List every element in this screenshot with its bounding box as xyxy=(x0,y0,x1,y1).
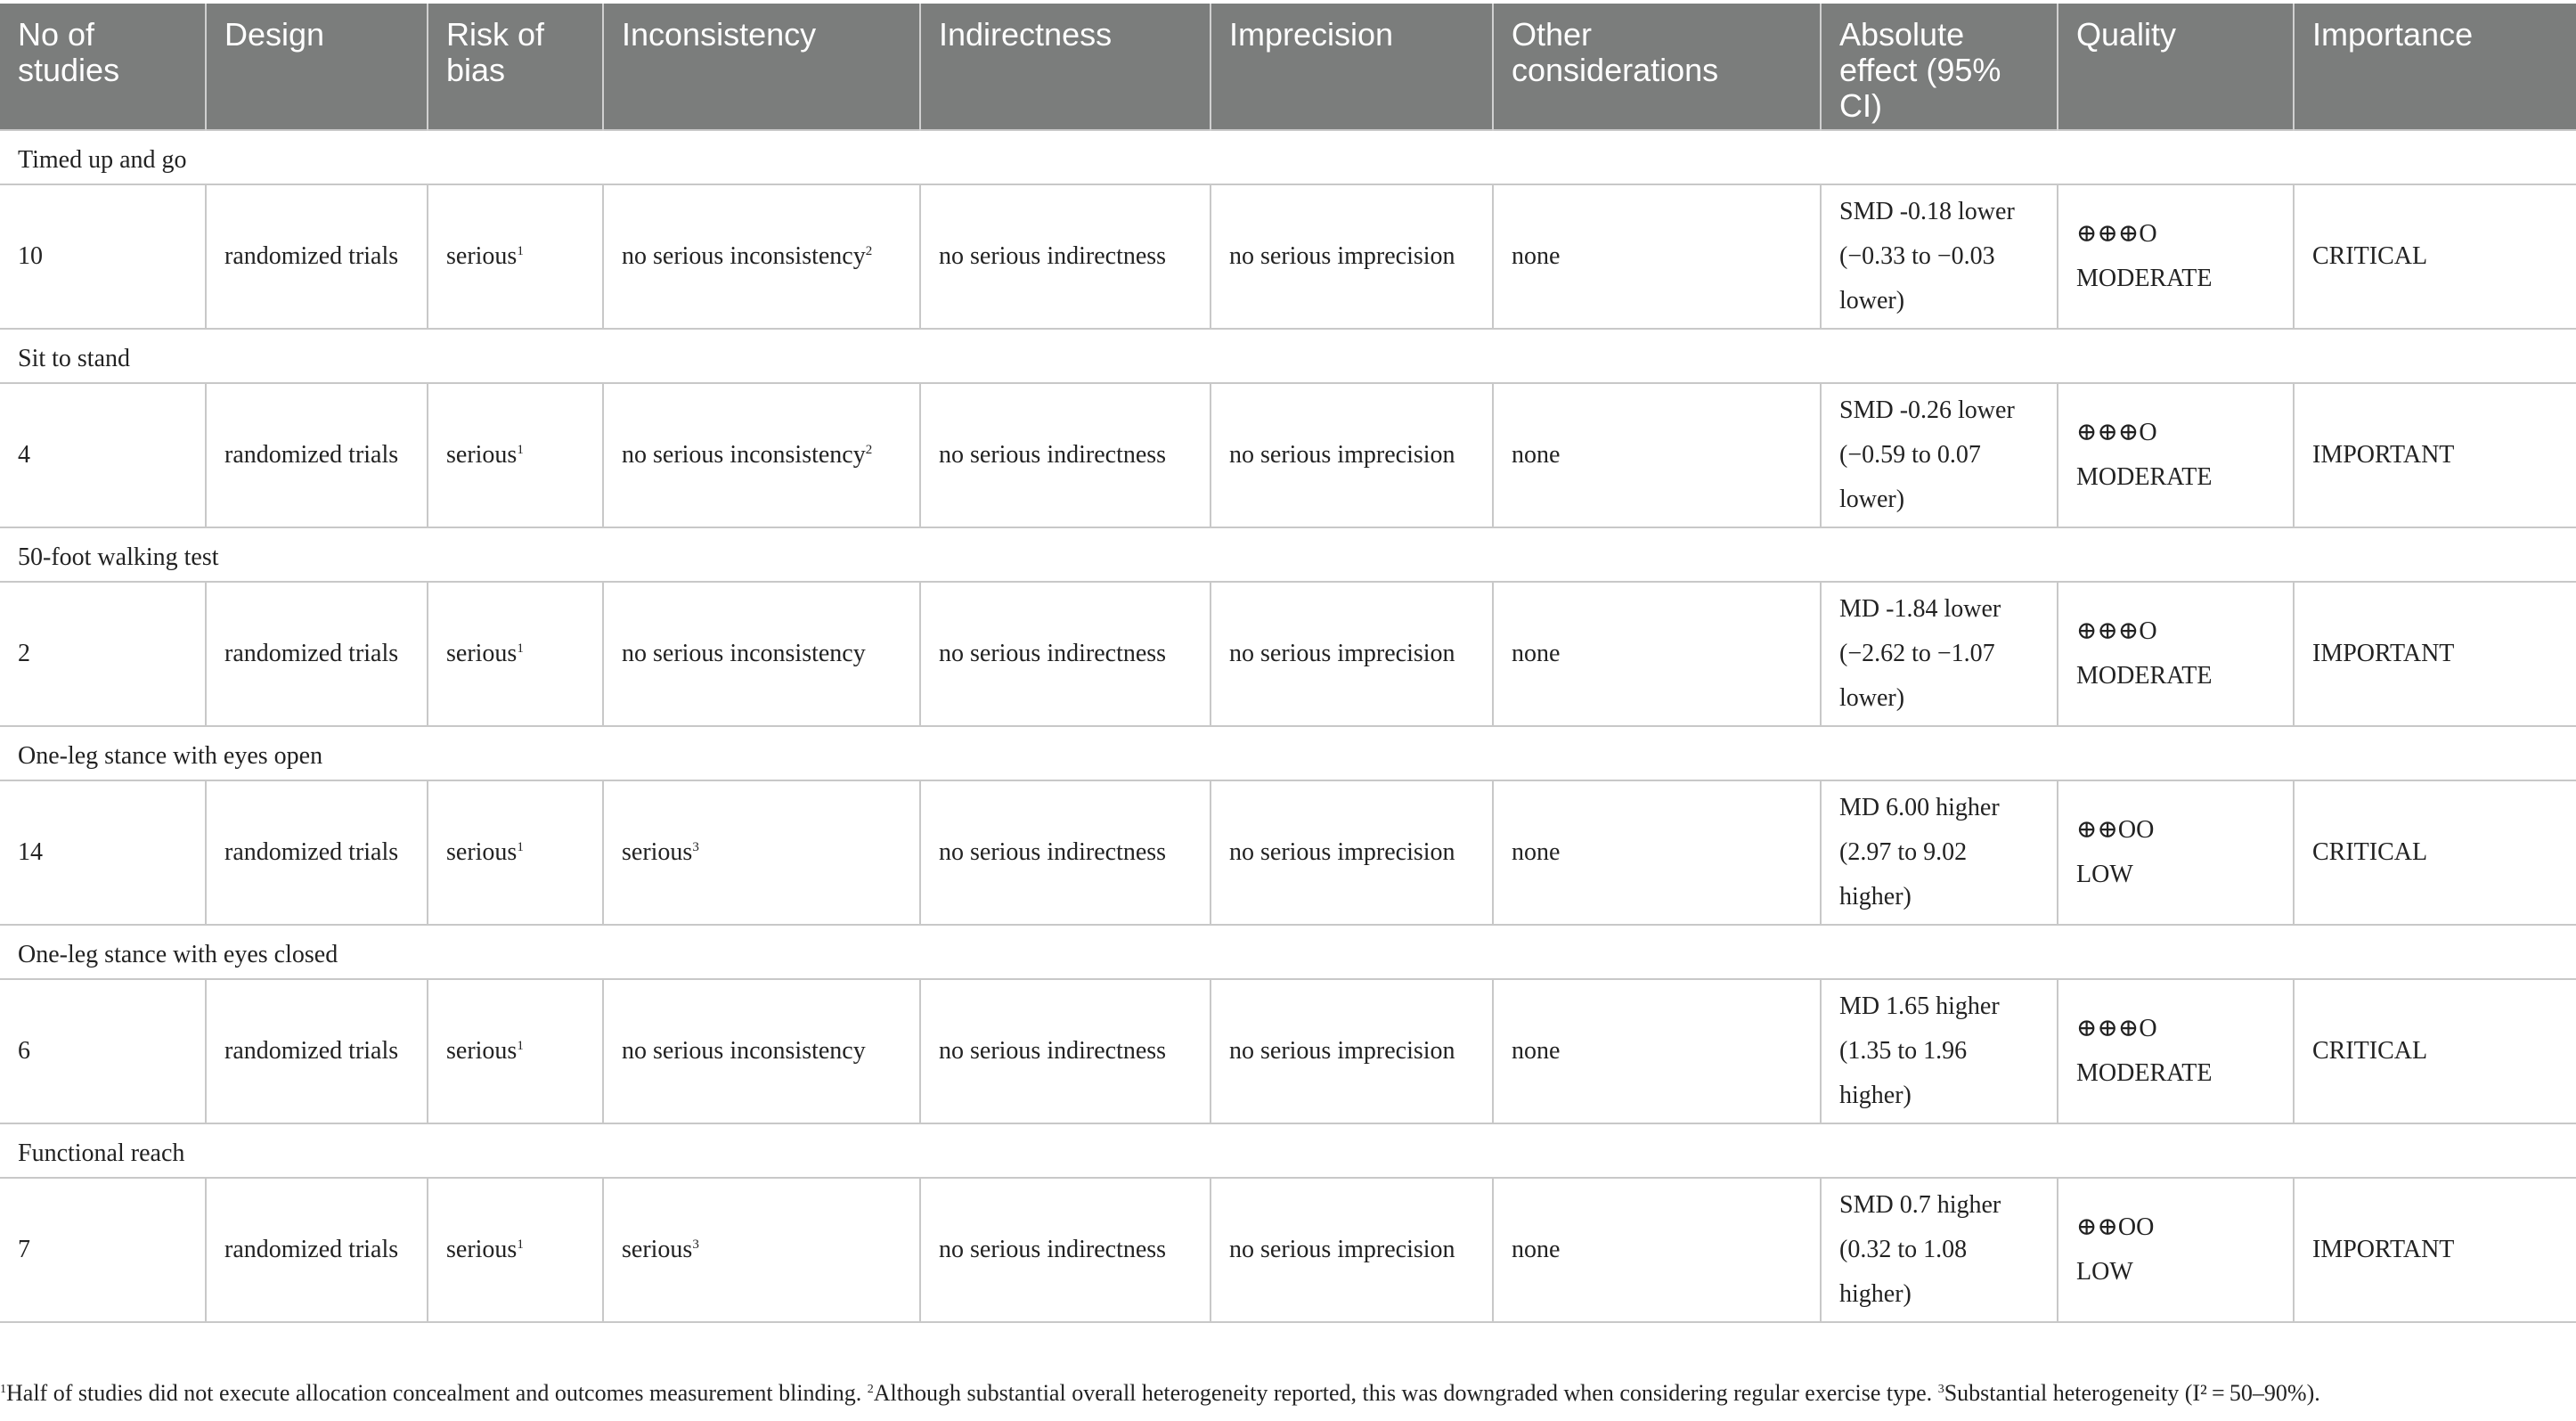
cell-quality-text: ⊕⊕⊕O MODERATE xyxy=(2076,419,2213,491)
cell-no-of-studies xyxy=(0,582,206,726)
cell-importance xyxy=(2294,383,2576,527)
cell-absolute-effect xyxy=(1821,1178,2058,1322)
cell-imprecision xyxy=(1211,383,1493,527)
outcome-section-row xyxy=(0,329,2576,383)
cell-no-of-studies-text: 7 xyxy=(18,1236,30,1263)
outcome-name: Functional reach xyxy=(0,1123,2576,1178)
footnote-marker: 3 xyxy=(692,1237,699,1252)
cell-imprecision xyxy=(1211,184,1493,329)
cell-quality-text: ⊕⊕⊕O MODERATE xyxy=(2076,220,2213,292)
cell-indirectness-text: no serious indirectness xyxy=(939,242,1167,270)
cell-absolute-effect-text: MD 1.65 higher (1.35 to 1.96 higher) xyxy=(1839,992,2000,1109)
outcome-section-row xyxy=(0,527,2576,582)
cell-indirectness xyxy=(920,582,1211,726)
table-header-row xyxy=(0,4,2576,130)
outcome-name: Timed up and go xyxy=(0,130,2576,184)
cell-importance xyxy=(2294,184,2576,329)
footnote-marker: 1 xyxy=(517,641,524,656)
cell-quality xyxy=(2058,1178,2294,1322)
cell-indirectness xyxy=(920,184,1211,329)
cell-importance-text: IMPORTANT xyxy=(2312,441,2455,469)
cell-imprecision-text: no serious imprecision xyxy=(1229,838,1455,866)
cell-absolute-effect xyxy=(1821,582,2058,726)
outcome-section-row xyxy=(0,130,2576,184)
cell-risk-of-bias xyxy=(428,780,603,925)
outcome-section-row xyxy=(0,726,2576,780)
footnote-text: Substantial heterogeneity (I² = 50–90%). xyxy=(1944,1380,2320,1406)
cell-other-considerations-text: none xyxy=(1512,1037,1561,1065)
cell-risk-of-bias xyxy=(428,383,603,527)
cell-risk-of-bias-text: serious xyxy=(446,838,518,866)
cell-imprecision xyxy=(1211,1178,1493,1322)
cell-quality xyxy=(2058,383,2294,527)
cell-importance xyxy=(2294,582,2576,726)
cell-importance xyxy=(2294,780,2576,925)
cell-other-considerations xyxy=(1493,184,1821,329)
cell-no-of-studies xyxy=(0,184,206,329)
footnote-text: Although substantial overall heterogeneity reported, this was downgraded when considering regular exercise type. xyxy=(873,1380,1933,1406)
cell-inconsistency-text: no serious inconsistency xyxy=(622,441,866,469)
footnote-mark: 2 xyxy=(867,1383,874,1396)
cell-imprecision-text: no serious imprecision xyxy=(1229,640,1455,667)
cell-no-of-studies xyxy=(0,780,206,925)
cell-imprecision-text: no serious imprecision xyxy=(1229,1037,1455,1065)
cell-design-text: randomized trials xyxy=(224,1236,399,1263)
cell-importance-text: CRITICAL xyxy=(2312,838,2428,866)
cell-importance-text: IMPORTANT xyxy=(2312,1236,2455,1263)
footnote-marker: 2 xyxy=(865,443,873,457)
cell-other-considerations xyxy=(1493,582,1821,726)
cell-quality-text: ⊕⊕OO LOW xyxy=(2076,1213,2155,1286)
cell-risk-of-bias xyxy=(428,184,603,329)
cell-no-of-studies-text: 4 xyxy=(18,441,30,469)
cell-other-considerations-text: none xyxy=(1512,1236,1561,1263)
cell-absolute-effect xyxy=(1821,780,2058,925)
cell-quality-text: ⊕⊕⊕O MODERATE xyxy=(2076,1015,2213,1087)
cell-indirectness-text: no serious indirectness xyxy=(939,1236,1167,1263)
header-absolute-effect: Absolute effect (95% CI) xyxy=(1821,4,2058,130)
cell-inconsistency xyxy=(603,383,920,527)
footnote-marker: 1 xyxy=(517,244,524,258)
table-row xyxy=(0,184,2576,329)
cell-importance-text: CRITICAL xyxy=(2312,242,2428,270)
cell-quality-text: ⊕⊕OO LOW xyxy=(2076,816,2155,888)
cell-risk-of-bias-text: serious xyxy=(446,1037,518,1065)
cell-imprecision-text: no serious imprecision xyxy=(1229,1236,1455,1263)
cell-quality xyxy=(2058,184,2294,329)
cell-design-text: randomized trials xyxy=(224,441,399,469)
cell-inconsistency xyxy=(603,780,920,925)
header-quality: Quality xyxy=(2058,4,2294,130)
cell-other-considerations-text: none xyxy=(1512,242,1561,270)
cell-no-of-studies-text: 6 xyxy=(18,1037,30,1065)
cell-risk-of-bias xyxy=(428,979,603,1123)
cell-design xyxy=(206,979,428,1123)
cell-risk-of-bias-text: serious xyxy=(446,242,518,270)
cell-risk-of-bias-text: serious xyxy=(446,1236,518,1263)
cell-indirectness-text: no serious indirectness xyxy=(939,838,1167,866)
cell-importance xyxy=(2294,979,2576,1123)
cell-indirectness-text: no serious indirectness xyxy=(939,441,1167,469)
cell-design-text: randomized trials xyxy=(224,242,399,270)
table-body xyxy=(0,130,2576,1322)
cell-inconsistency xyxy=(603,184,920,329)
cell-inconsistency-text: no serious inconsistency xyxy=(622,1037,866,1065)
cell-design xyxy=(206,184,428,329)
cell-absolute-effect-text: SMD 0.7 higher (0.32 to 1.08 higher) xyxy=(1839,1191,2001,1308)
cell-importance-text: CRITICAL xyxy=(2312,1037,2428,1065)
footnote-mark: 1 xyxy=(0,1383,6,1396)
header-inconsistency: Inconsistency xyxy=(603,4,920,130)
cell-inconsistency xyxy=(603,582,920,726)
cell-other-considerations xyxy=(1493,979,1821,1123)
header-design: Design xyxy=(206,4,428,130)
cell-imprecision-text: no serious imprecision xyxy=(1229,242,1455,270)
cell-indirectness xyxy=(920,780,1211,925)
header-imprecision: Imprecision xyxy=(1211,4,1493,130)
cell-indirectness xyxy=(920,383,1211,527)
cell-design-text: randomized trials xyxy=(224,838,399,866)
cell-absolute-effect xyxy=(1821,184,2058,329)
table-row xyxy=(0,979,2576,1123)
cell-absolute-effect xyxy=(1821,979,2058,1123)
cell-other-considerations-text: none xyxy=(1512,640,1561,667)
cell-no-of-studies-text: 10 xyxy=(18,242,43,270)
outcome-name: One-leg stance with eyes open xyxy=(0,726,2576,780)
cell-risk-of-bias xyxy=(428,582,603,726)
cell-no-of-studies xyxy=(0,383,206,527)
cell-importance xyxy=(2294,1178,2576,1322)
cell-design-text: randomized trials xyxy=(224,640,399,667)
cell-risk-of-bias xyxy=(428,1178,603,1322)
outcome-section-row xyxy=(0,1123,2576,1178)
cell-risk-of-bias-text: serious xyxy=(446,640,518,667)
cell-design xyxy=(206,582,428,726)
cell-design xyxy=(206,1178,428,1322)
cell-imprecision-text: no serious imprecision xyxy=(1229,441,1455,469)
cell-indirectness xyxy=(920,979,1211,1123)
cell-absolute-effect-text: MD 6.00 higher (2.97 to 9.02 higher) xyxy=(1839,794,2000,911)
cell-absolute-effect-text: MD -1.84 lower (−2.62 to −1.07 lower) xyxy=(1839,595,2001,712)
cell-quality xyxy=(2058,780,2294,925)
cell-design xyxy=(206,383,428,527)
header-no-of-studies: No of studies xyxy=(0,4,206,130)
cell-quality xyxy=(2058,582,2294,726)
cell-no-of-studies-text: 2 xyxy=(18,640,30,667)
cell-imprecision xyxy=(1211,582,1493,726)
cell-importance-text: IMPORTANT xyxy=(2312,640,2455,667)
table-row xyxy=(0,1178,2576,1322)
outcome-name: 50-foot walking test xyxy=(0,527,2576,582)
footnote-marker: 1 xyxy=(517,443,524,457)
outcome-section-row xyxy=(0,925,2576,979)
cell-inconsistency xyxy=(603,979,920,1123)
cell-quality-text: ⊕⊕⊕O MODERATE xyxy=(2076,617,2213,690)
footnote-mark: 3 xyxy=(1937,1383,1944,1396)
cell-no-of-studies xyxy=(0,1178,206,1322)
outcome-name: One-leg stance with eyes closed xyxy=(0,925,2576,979)
footnote-marker: 2 xyxy=(865,244,873,258)
cell-no-of-studies-text: 14 xyxy=(18,838,43,866)
cell-absolute-effect-text: SMD -0.26 lower (−0.59 to 0.07 lower) xyxy=(1839,396,2015,513)
cell-inconsistency-text: no serious inconsistency xyxy=(622,242,866,270)
cell-other-considerations xyxy=(1493,780,1821,925)
table-footnotes xyxy=(0,1377,2320,1409)
cell-inconsistency-text: no serious inconsistency xyxy=(622,640,866,667)
table-row xyxy=(0,780,2576,925)
footnote-marker: 1 xyxy=(517,840,524,854)
cell-quality xyxy=(2058,979,2294,1123)
cell-other-considerations-text: none xyxy=(1512,838,1561,866)
cell-inconsistency-text: serious xyxy=(622,838,693,866)
cell-design xyxy=(206,780,428,925)
cell-absolute-effect-text: SMD -0.18 lower (−0.33 to −0.03 lower) xyxy=(1839,198,2015,314)
header-risk-of-bias: Risk of bias xyxy=(428,4,603,130)
cell-other-considerations xyxy=(1493,383,1821,527)
cell-indirectness-text: no serious indirectness xyxy=(939,1037,1167,1065)
cell-imprecision xyxy=(1211,979,1493,1123)
cell-risk-of-bias-text: serious xyxy=(446,441,518,469)
cell-indirectness-text: no serious indirectness xyxy=(939,640,1167,667)
footnote-text: Half of studies did not execute allocation concealment and outcomes measurement blinding. xyxy=(6,1380,862,1406)
cell-inconsistency-text: serious xyxy=(622,1236,693,1263)
cell-inconsistency xyxy=(603,1178,920,1322)
cell-other-considerations-text: none xyxy=(1512,441,1561,469)
table-row xyxy=(0,383,2576,527)
outcome-name: Sit to stand xyxy=(0,329,2576,383)
header-indirectness: Indirectness xyxy=(920,4,1211,130)
header-importance: Importance xyxy=(2294,4,2576,130)
cell-other-considerations xyxy=(1493,1178,1821,1322)
footnote-marker: 1 xyxy=(517,1237,524,1252)
cell-no-of-studies xyxy=(0,979,206,1123)
cell-imprecision xyxy=(1211,780,1493,925)
cell-design-text: randomized trials xyxy=(224,1037,399,1065)
footnote-marker: 3 xyxy=(692,840,699,854)
table-row xyxy=(0,582,2576,726)
grade-evidence-table xyxy=(0,4,2576,1323)
header-other-considerations: Other considerations xyxy=(1493,4,1821,130)
footnote-marker: 1 xyxy=(517,1039,524,1053)
cell-indirectness xyxy=(920,1178,1211,1322)
cell-absolute-effect xyxy=(1821,383,2058,527)
